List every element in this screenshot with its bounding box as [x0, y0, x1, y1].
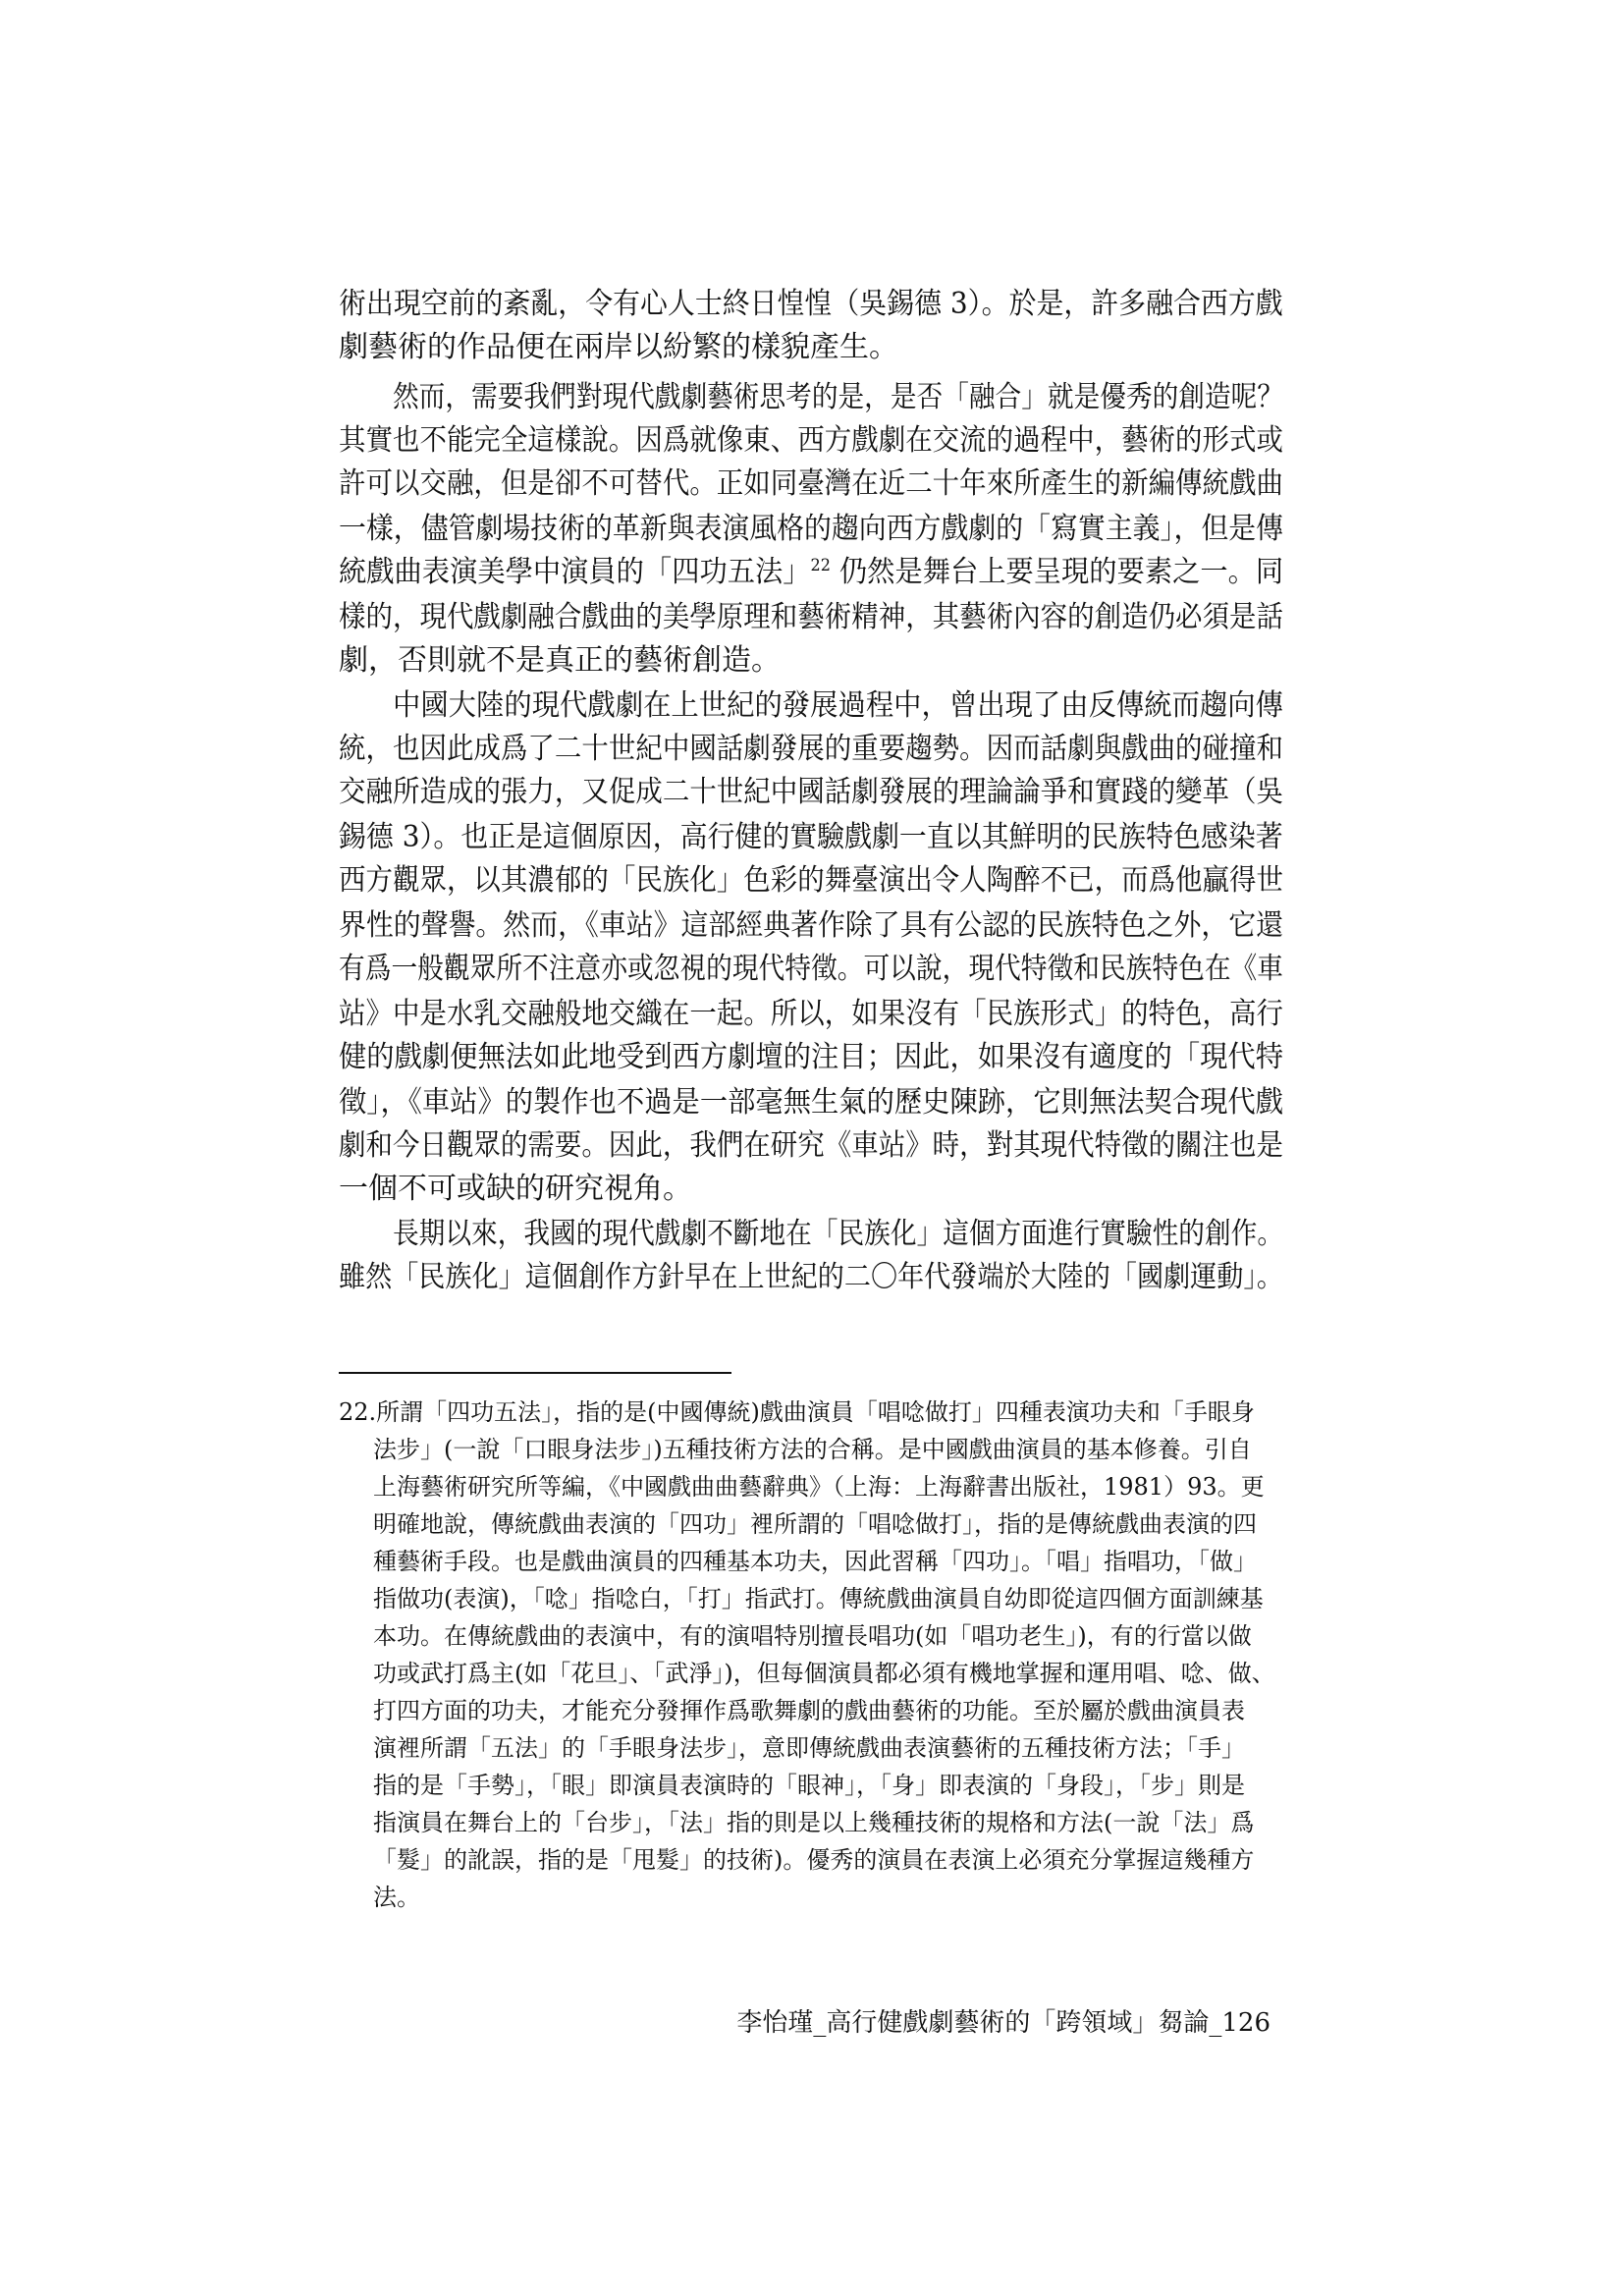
body-text-line-2: 劇藝術的作品便在兩岸以紛繁的樣貌產生。	[339, 330, 898, 364]
body-text-line-8: 樣的，現代戲劇融合戲曲的美學原理和藝術精神，其藝術內容的創造仍必須是話	[339, 600, 1283, 634]
footnote-line-6: 指做功(表演)，「唸」指唸白，「打」指武打。傳統戲曲演員自幼即從這四個方面訓練基	[373, 1585, 1264, 1613]
footnote-line-9: 打四方面的功夫，才能充分發揮作爲歌舞劇的戲曲藝術的功能。至於屬於戲曲演員表	[373, 1697, 1245, 1724]
footnote-line-12: 指演員在舞台上的「台步」，「法」指的則是以上幾種技術的規格和方法(一說「法」爲	[373, 1809, 1255, 1836]
body-text-line-6: 一樣，儘管劇場技術的革新與表演風格的趨向西方戲劇的「寫實主義」，但是傳	[339, 512, 1283, 546]
body-text-line-12: 交融所造成的張力，又促成二十世紀中國話劇發展的理論論爭和實踐的變革（吳	[339, 775, 1283, 809]
footnote-line-5: 種藝術手段。也是戲曲演員的四種基本功夫，因此習稱「四功」。「唱」指唱功，「做」	[373, 1548, 1257, 1575]
body-text-line-20: 劇和今日觀眾的需要。因此，我們在研究《車站》時，對其現代特徵的關注也是	[339, 1128, 1283, 1163]
body-text-line-16: 有爲一般觀眾所不注意亦或忽視的現代特徵。可以說，現代特徵和民族特色在《車	[339, 952, 1283, 986]
body-text-line-7-start: 統戲曲表演美學中演員的「四功五法」	[339, 555, 811, 589]
body-text-line-22: 長期以來，我國的現代戲劇不斷地在「民族化」這個方面進行實驗性的創作。	[393, 1217, 1283, 1251]
body-text-line-5: 許可以交融，但是卻不可替代。正如同臺灣在近二十年來所產生的新編傳統戲曲	[339, 466, 1283, 501]
body-text-line-11: 統，也因此成爲了二十世紀中國話劇發展的重要趨勢。因而話劇與戲曲的碰撞和	[339, 732, 1283, 766]
footnote-line-11: 指的是「手勢」，「眼」即演員表演時的「眼神」，「身」即表演的「身段」，「步」則是	[373, 1772, 1245, 1799]
body-text-line-4: 其實也不能完全這樣說。因爲就像東、西方戲劇在交流的過程中，藝術的形式或	[339, 423, 1283, 458]
running-footer: 李怡瑾_高行健戲劇藝術的「跨領域」芻論_126	[736, 2008, 1271, 2038]
body-text-line-7-rest: 仍然是舞台上要呈現的要素之一。同	[838, 555, 1284, 589]
body-text-line-21: 一個不可或缺的研究視角。	[339, 1172, 692, 1206]
footnote-line-3: 上海藝術研究所等編，《中國戲曲曲藝辭典》（上海：上海辭書出版社，1981）93。更	[373, 1473, 1265, 1501]
footnote-line-2: 法步」(一說「口眼身法步」)五種技術方法的合稱。是中國戲曲演員的基本修養。引自	[373, 1436, 1252, 1463]
body-text-line-15: 界性的聲譽。然而，《車站》這部經典著作除了具有公認的民族特色之外，它還	[339, 908, 1283, 943]
body-text-line-18: 健的戲劇便無法如此地受到西方劇壇的注目；因此，如果沒有適度的「現代特	[339, 1040, 1283, 1074]
body-text-line-14: 西方觀眾，以其濃郁的「民族化」色彩的舞臺演出令人陶醉不已，而爲他贏得世	[339, 863, 1283, 898]
body-text-line-10: 中國大陸的現代戲劇在上世紀的發展過程中，曾出現了由反傳統而趨向傳	[393, 688, 1283, 723]
footnote-line-7: 本功。在傳統戲曲的表演中，有的演唱特別擅長唱功(如「唱功老生」)，有的行當以做	[373, 1622, 1252, 1650]
body-text-line-3: 然而，需要我們對現代戲劇藝術思考的是，是否「融合」就是優秀的創造呢？	[393, 380, 1283, 414]
footnote-marker-22: 22	[810, 556, 831, 575]
footnote-separator	[339, 1372, 731, 1374]
footnote-line-8: 功或武打爲主(如「花旦」、「武淨」)，但每個演員都必須有機地掌握和運用唱、唸、做、	[373, 1660, 1275, 1687]
footnote-line-4: 明確地說，傳統戲曲表演的「四功」裡所謂的「唱唸做打」，指的是傳統戲曲表演的四	[373, 1510, 1257, 1538]
body-text-line-19: 徵」，《車站》的製作也不過是一部毫無生氣的歷史陳跡，它則無法契合現代戲	[339, 1085, 1283, 1120]
body-text-line-17: 站》中是水乳交融般地交織在一起。所以，如果沒有「民族形式」的特色，高行	[339, 997, 1283, 1031]
body-text-line-23: 雖然「民族化」這個創作方針早在上世紀的二〇年代發端於大陸的「國劇運動」。	[339, 1260, 1283, 1294]
footnote-line-14: 法。	[373, 1884, 420, 1911]
footnote-line-13: 「髮」的訛誤，指的是「甩髮」的技術)。優秀的演員在表演上必須充分掌握這幾種方	[373, 1846, 1255, 1874]
body-text-line-1: 術出現空前的紊亂，令有心人士終日惶惶（吳錫德 3）。於是，許多融合西方戲	[339, 287, 1283, 321]
body-text-line-7	[339, 551, 1283, 594]
footnote-line-10: 演裡所謂「五法」的「手眼身法步」，意即傳統戲曲表演藝術的五種技術方法；「手」	[373, 1734, 1245, 1762]
body-text-line-9: 劇，否則就不是真正的藝術創造。	[339, 643, 781, 678]
footnote-line-1: 22.所謂「四功五法」，指的是(中國傳統)戲曲演員「唱唸做打」四種表演功夫和「手眼身	[339, 1398, 1255, 1426]
body-text-line-13: 錫德 3）。也正是這個原因，高行健的實驗戲劇一直以其鮮明的民族特色感染著	[339, 820, 1283, 854]
